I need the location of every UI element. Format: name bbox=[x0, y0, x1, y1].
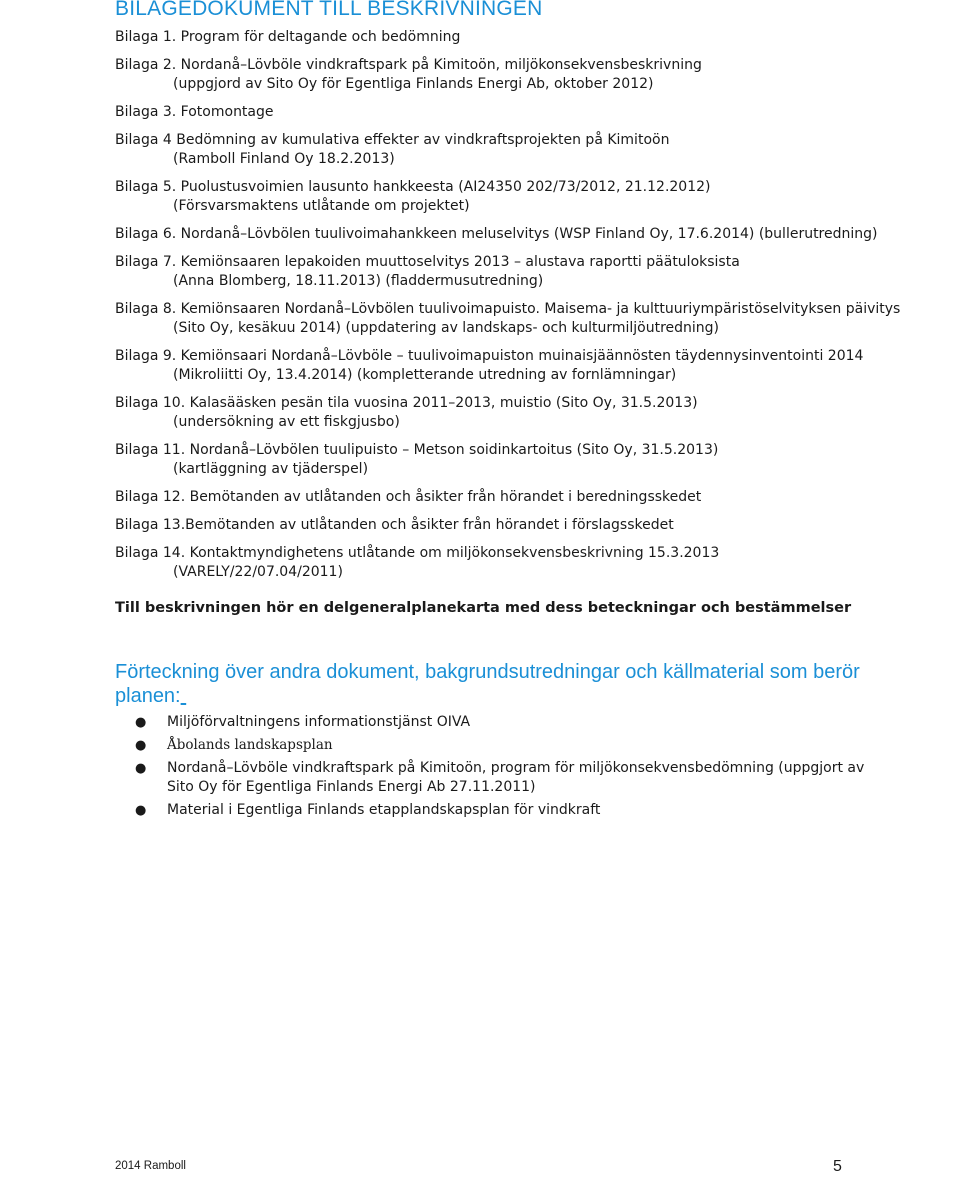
document-list-item bbox=[115, 713, 875, 732]
appendix-detail: (uppgjord av Sito Oy för Egentliga Finlands Energi Ab, oktober 2012) bbox=[173, 76, 654, 92]
section-title-underline bbox=[181, 685, 187, 707]
document-list-text: Miljöförvaltningens informationstjänst OIVA bbox=[167, 714, 471, 730]
page-title: BILAGEDOKUMENT TILL BESKRIVNINGEN bbox=[115, 0, 543, 20]
appendix-title: Bilaga 12. Bemötanden av utlåtanden och åsikter från hörandet i beredningsskedet bbox=[115, 489, 702, 505]
bullet-icon: ● bbox=[135, 738, 147, 753]
appendix-detail: (VARELY/22/07.04/2011) bbox=[173, 564, 343, 580]
section-title-text: Förteckning över andra dokument, bakgrundsutredningar och källmaterial som berör planen: bbox=[115, 661, 860, 707]
appendix-item bbox=[115, 178, 915, 216]
footer-copyright: 2014 Ramboll bbox=[115, 1160, 186, 1172]
appendix-item bbox=[115, 441, 915, 479]
appendix-title: Bilaga 6. Nordanå–Lövbölen tuulivoimahankkeen meluselvitys (WSP Finland Oy, 17.6.2014) (bullerutredning) bbox=[115, 226, 878, 242]
appendix-detail: (Mikroliitti Oy, 13.4.2014) (kompletterande utredning av fornlämningar) bbox=[173, 367, 677, 383]
document-list-item bbox=[115, 759, 875, 797]
section-title bbox=[115, 660, 875, 708]
appendix-item bbox=[115, 28, 915, 47]
bullet-icon: ● bbox=[135, 761, 147, 776]
appendix-detail: (Ramboll Finland Oy 18.2.2013) bbox=[173, 151, 395, 167]
bullet-icon: ● bbox=[135, 803, 147, 818]
appendix-title: Bilaga 14. Kontaktmyndighetens utlåtande om miljökonsekvensbeskrivning 15.3.2013 bbox=[115, 545, 720, 561]
appendix-item bbox=[115, 253, 915, 291]
appendix-detail: (Anna Blomberg, 18.11.2013) (fladdermusutredning) bbox=[173, 273, 544, 289]
appendix-title: Bilaga 7. Kemiönsaaren lepakoiden muuttoselvitys 2013 – alustava raportti päätuloksista bbox=[115, 254, 740, 270]
appendix-list bbox=[115, 28, 915, 582]
appendix-title: Bilaga 13.Bemötanden av utlåtanden och åsikter från hörandet i förslagsskedet bbox=[115, 517, 674, 533]
bullet-icon: ● bbox=[135, 715, 147, 730]
appendix-title: Bilaga 11. Nordanå–Lövbölen tuulipuisto – Metson soidinkartoitus (Sito Oy, 31.5.2013) bbox=[115, 442, 719, 458]
plan-map-statement: Till beskrivningen hör en delgeneralplanekarta med dess beteckningar och bestämmelser bbox=[115, 600, 852, 616]
appendix-item bbox=[115, 347, 915, 385]
document-list-text: Åbolands landskapsplan bbox=[167, 737, 333, 753]
appendix-item bbox=[115, 131, 915, 169]
appendix-item bbox=[115, 544, 915, 582]
appendix-item bbox=[115, 225, 915, 244]
appendix-title: Bilaga 10. Kalasääsken pesän tila vuosina 2011–2013, muistio (Sito Oy, 31.5.2013) bbox=[115, 395, 698, 411]
appendix-title: Bilaga 3. Fotomontage bbox=[115, 104, 274, 120]
appendix-item bbox=[115, 300, 915, 338]
appendix-item bbox=[115, 103, 915, 122]
appendix-title: Bilaga 4 Bedömning av kumulativa effekter av vindkraftsprojekten på Kimitoön bbox=[115, 132, 670, 148]
appendix-title: Bilaga 2. Nordanå–Lövböle vindkraftspark på Kimitoön, miljökonsekvensbeskrivning bbox=[115, 57, 702, 73]
document-list-text: Nordanå–Lövböle vindkraftspark på Kimitoön, program för miljökonsekvensbedömning (uppgjort av Sito Oy för Egentliga Finlands Energi Ab 27.11.2011) bbox=[167, 760, 865, 795]
appendix-item bbox=[115, 56, 915, 94]
document-list-item bbox=[115, 801, 875, 820]
appendix-detail: (undersökning av ett fiskgjusbo) bbox=[173, 414, 400, 430]
appendix-item bbox=[115, 516, 915, 535]
page-number: 5 bbox=[833, 1158, 842, 1175]
appendix-item bbox=[115, 488, 915, 507]
document-list-item bbox=[115, 736, 875, 755]
appendix-detail: (Sito Oy, kesäkuu 2014) (uppdatering av landskaps- och kulturmiljöutredning) bbox=[173, 320, 720, 336]
document-list bbox=[115, 713, 875, 824]
appendix-detail: (kartläggning av tjäderspel) bbox=[173, 461, 369, 477]
appendix-title: Bilaga 8. Kemiönsaaren Nordanå–Lövbölen tuulivoimapuisto. Maisema- ja kulttuuriympäristöselvityksen päivitys bbox=[115, 301, 901, 317]
appendix-title: Bilaga 1. Program för deltagande och bedömning bbox=[115, 29, 461, 45]
appendix-detail: (Försvarsmaktens utlåtande om projektet) bbox=[173, 198, 470, 214]
document-list-text: Material i Egentliga Finlands etapplandskapsplan för vindkraft bbox=[167, 802, 601, 818]
appendix-title: Bilaga 9. Kemiönsaari Nordanå–Lövböle – tuulivoimapuiston muinaisjäännösten täydennysinventointi 2014 bbox=[115, 348, 864, 364]
appendix-item bbox=[115, 394, 915, 432]
appendix-title: Bilaga 5. Puolustusvoimien lausunto hankkeesta (AI24350 202/73/2012, 21.12.2012) bbox=[115, 179, 711, 195]
